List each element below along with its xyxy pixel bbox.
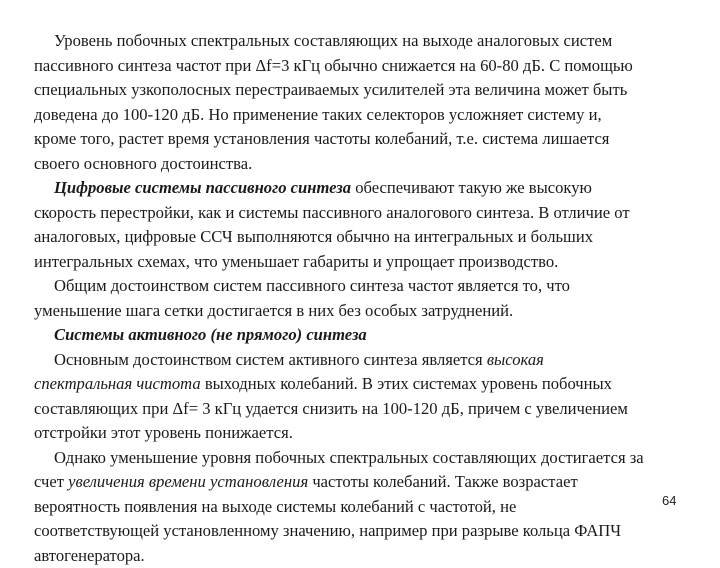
text-line: автогенератора. [34,544,696,568]
text-line: интегральных схемах, что уменьшает габариты и упрощает производство. [34,250,696,275]
text-run: выходных колебаний. В этих системах уровень побочных [201,374,612,393]
text-line: Общим достоинством систем пассивного синтеза частот является то, что [34,274,696,299]
text-line: специальных узкополосных перестраиваемых усилителей эта величина может быть [34,78,696,103]
text-run: Основным достоинством систем активного синтеза является [54,350,487,369]
emphasis-high: высокая [487,350,544,369]
text-line: своего основного достоинства. [34,152,696,177]
text-line: кроме того, растет время установления частоты колебаний, т.е. система лишается [34,127,696,152]
text-line: отстройки этот уровень понижается. [34,421,696,446]
text-line: Уровень побочных спектральных составляющих на выходе аналоговых систем [34,29,696,54]
heading-text: Системы активного (не прямого) синтеза [54,325,367,344]
text-line: скорость перестройки, как и системы пассивного аналогового синтеза. В отличие от [34,201,696,226]
text-line: Однако уменьшение уровня побочных спектральных составляющих достигается за [34,446,696,471]
text-run: частоты колебаний. Также возрастает [308,472,578,491]
text-run: обеспечивают такую же высокую [351,178,592,197]
text-line: соответствующей установленному значению, например при разрыве кольца ФАПЧ [34,519,696,544]
text-run: счет [34,472,68,491]
emphasis-digital-passive-synthesis: Цифровые системы пассивного синтеза [54,178,351,197]
text-line [34,470,696,495]
text-line: уменьшение шага сетки достигается в них без особых затруднений. [34,299,696,324]
text-line: вероятность появления на выходе системы колебаний с частотой, не [34,495,696,520]
text-line: аналоговых, цифровые ССЧ выполняются обычно на интегральных и больших [34,225,696,250]
text-line [34,348,696,373]
text-body [34,29,696,568]
text-line: пассивного синтеза частот при Δf=3 кГц обычно снижается на 60-80 дБ. С помощью [34,54,696,79]
emphasis-spectral-purity: спектральная чистота [34,374,201,393]
text-line: составляющих при Δf= 3 кГц удается снизить на 100-120 дБ, причем с увеличением [34,397,696,422]
emphasis-settling-time: увеличения времени установления [68,472,308,491]
section-heading-active-synthesis [34,323,696,348]
text-line [34,372,696,397]
text-line [34,176,696,201]
text-line: доведена до 100-120 дБ. Но применение таких селекторов усложняет систему и, [34,103,696,128]
page-number: 64 [662,493,676,508]
